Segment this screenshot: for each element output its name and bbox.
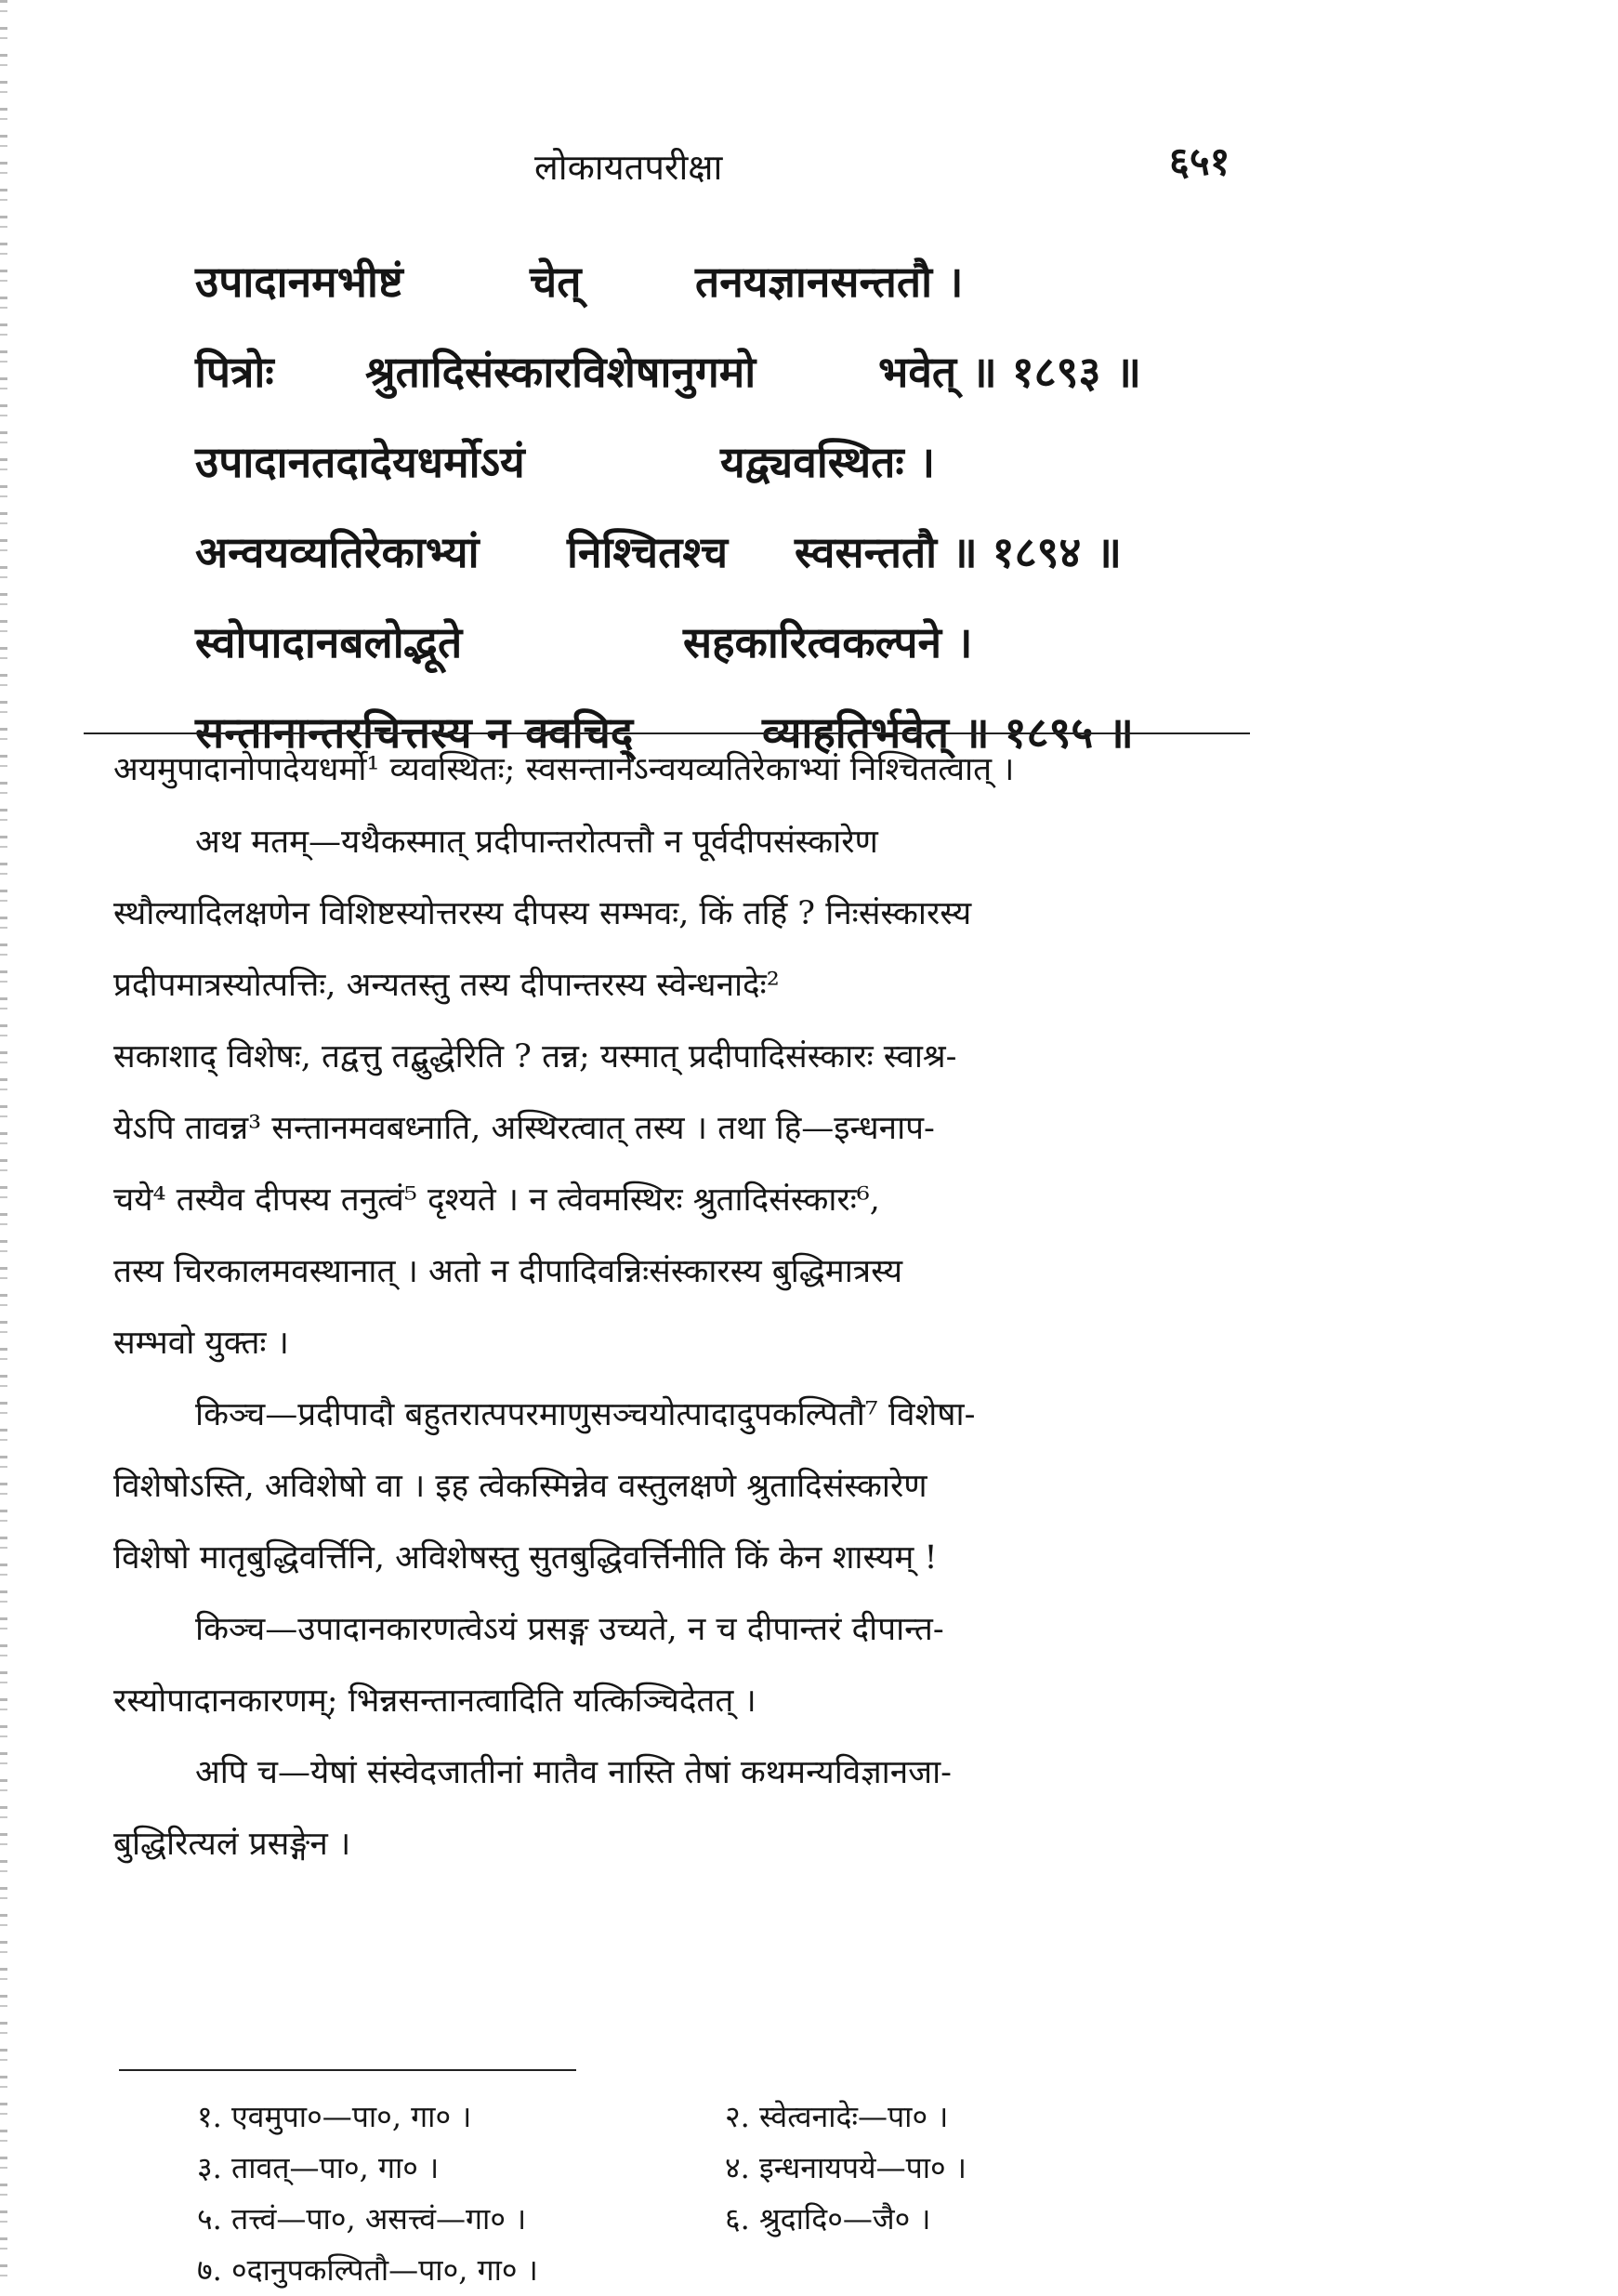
verse-segment: स्वसन्ततौ ॥ १८९४ ॥ bbox=[795, 527, 1122, 577]
page-number: ६५१ bbox=[1169, 139, 1230, 184]
verse-segment: सन्तानान्तरचित्तस्य न क्वचिद् bbox=[195, 707, 634, 758]
footnote: १. एवमुपा०—पा०, गा० । bbox=[197, 2099, 472, 2134]
commentary-block bbox=[113, 734, 1273, 1880]
commentary-line: किञ्च—उपादानकारणत्वेऽयं प्रसङ्ग उच्यते, न च दीपान्तरं दीपान्त- bbox=[195, 1611, 944, 1648]
footnote-row bbox=[197, 2245, 1126, 2296]
footnote-row bbox=[197, 2143, 1126, 2194]
verse-segment: उपादानमभीष्टं bbox=[195, 257, 403, 307]
footnote: ७. ०दानुपकल्पितौ—पा०, गा० । bbox=[197, 2252, 538, 2288]
verse-line bbox=[195, 417, 1264, 508]
footnote: ४. इन्धनायपये—पा० । bbox=[725, 2150, 967, 2185]
commentary-line: विशेषो मातृबुद्धिवर्त्तिनि, अविशेषस्तु सुतबुद्धिवर्त्तिनीति किं केन शास्यम् ! bbox=[113, 1539, 938, 1577]
commentary-line: प्रदीपमात्रस्योत्पत्तिः, अन्यतस्तु तस्य दीपान्तरस्य स्वेन्धनादेः² bbox=[113, 967, 780, 1004]
commentary-line: विशेषोऽस्ति, अविशेषो वा । इह त्वेकस्मिन्नेव वस्तुलक्षणे श्रुतादिसंस्कारेण bbox=[113, 1468, 927, 1505]
verse-segment: यद्व्यवस्थितः । bbox=[720, 437, 936, 487]
scan-edge-artifact bbox=[0, 0, 7, 2285]
footnotes bbox=[197, 2091, 1126, 2296]
verse-segment: तनयज्ञानसन्ततौ । bbox=[695, 257, 964, 307]
verse-segment: उपादानतदादेयधर्मोऽयं bbox=[195, 437, 525, 487]
commentary-line: रस्योपादानकारणम्; भिन्नसन्तानत्वादिति यत्किञ्चिदेतत् । bbox=[113, 1682, 756, 1720]
commentary-line: स्थौल्यादिलक्षणेन विशिष्टस्योत्तरस्य दीपस्य सम्भवः, किं तर्हि ? निःसंस्कारस्य bbox=[113, 895, 972, 932]
commentary-line: बुद्धिरित्यलं प्रसङ्गेन । bbox=[113, 1826, 351, 1863]
running-header bbox=[0, 139, 1618, 205]
commentary-line: किञ्च—प्रदीपादौ बहुतरात्पपरमाणुसञ्चयोत्पादादुपकल्पितौ⁷ विशेषा- bbox=[195, 1396, 976, 1433]
commentary-line: सकाशाद् विशेषः, तद्वत्तु तद्बुद्धेरिति ? तन्न; यस्मात् प्रदीपादिसंस्कारः स्वाश्र- bbox=[113, 1038, 957, 1075]
verse-segment: सहकारित्वकल्पने । bbox=[683, 617, 973, 667]
footnote: ६. श्रुदादि०—जै० । bbox=[725, 2201, 931, 2237]
verse-segment: पित्रोः bbox=[195, 347, 274, 397]
footnote: ३. तावत्—पा०, गा० । bbox=[197, 2150, 440, 2185]
verse-segment: चेत् bbox=[530, 257, 582, 307]
verse-line bbox=[195, 237, 1264, 327]
commentary-line: अथ मतम्—यथैकस्मात् प्रदीपान्तरोत्पत्तौ न पूर्वदीपसंस्कारेण bbox=[195, 824, 878, 861]
footnote-row bbox=[197, 2091, 1126, 2143]
commentary-line: येऽपि तावन्न³ सन्तानमवबध्नाति, अस्थिरत्वात् तस्य । तथा हि—इन्धनाप- bbox=[113, 1110, 935, 1147]
footnote-divider bbox=[119, 2069, 576, 2071]
footnote: २. स्वेत्वनादेः—पा० । bbox=[725, 2099, 949, 2134]
running-title: लोकायतपरीक्षा bbox=[534, 147, 723, 188]
verse-segment: अन्वयव्यतिरेकाभ्यां bbox=[195, 527, 480, 577]
commentary-line: तस्य चिरकालमवस्थानात् । अतो न दीपादिवन्निःसंस्कारस्य बुद्धिमात्रस्य bbox=[113, 1253, 903, 1290]
footnote: ५. तत्त्वं—पा०, असत्त्वं—गा० । bbox=[197, 2201, 527, 2237]
verse-segment: श्रुतादिसंस्कारविशेषानुगमो bbox=[365, 347, 756, 397]
commentary-line: अयमुपादानोपादेयधर्मो¹ व्यवस्थितः; स्वसन्तानेऽन्वयव्यतिरेकाभ्यां निश्चितत्वात् । bbox=[113, 751, 1015, 788]
verse-line bbox=[195, 598, 1264, 688]
verse-segment: भवेत् ॥ १८९३ ॥ bbox=[878, 347, 1141, 397]
verse-segment: निश्चितश्च bbox=[567, 527, 729, 577]
verse-block bbox=[195, 237, 1264, 778]
verse-segment: व्याहतिर्भवेत् ॥ १८९५ ॥ bbox=[762, 707, 1134, 758]
commentary-line: सम्भवो युक्तः । bbox=[113, 1325, 289, 1362]
commentary-line: अपि च—येषां संस्वेदजातीनां मातैव नास्ति तेषां कथमन्यविज्ञानजा- bbox=[195, 1754, 953, 1791]
verse-line bbox=[195, 508, 1264, 598]
verse-line bbox=[195, 327, 1264, 417]
commentary-line: चये⁴ तस्यैव दीपस्य तनुत्वं⁵ दृश्यते । न त्वेवमस्थिरः श्रुतादिसंस्कारः⁶, bbox=[113, 1181, 880, 1219]
verse-segment: स्वोपादानबलोद्भूते bbox=[195, 617, 463, 667]
footnote-row bbox=[197, 2194, 1126, 2245]
